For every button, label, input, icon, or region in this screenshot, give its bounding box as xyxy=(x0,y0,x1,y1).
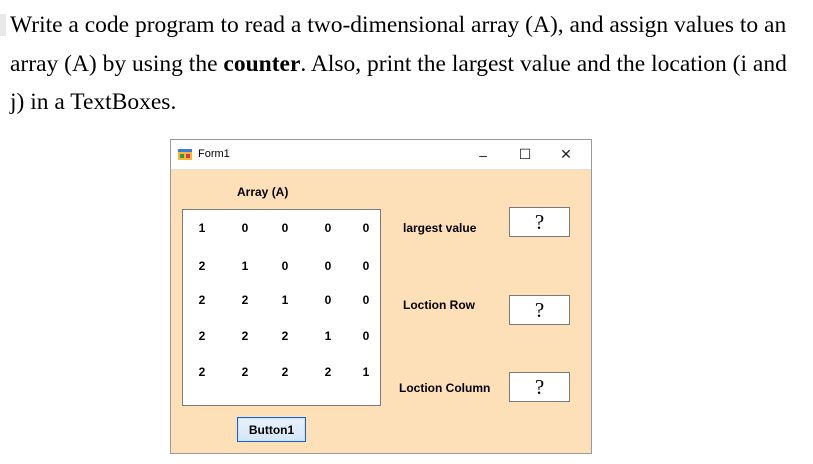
location-row-textbox[interactable]: ? xyxy=(509,295,570,325)
array-cell: 1 xyxy=(198,221,206,235)
array-cell: 1 xyxy=(324,329,332,343)
minimize-button[interactable]: – xyxy=(479,146,487,163)
maximize-button[interactable]: ☐ xyxy=(518,146,532,162)
array-cell: 2 xyxy=(324,365,332,379)
array-cell: 1 xyxy=(241,259,249,273)
location-column-textbox[interactable]: ? xyxy=(509,372,570,402)
array-cell: 0 xyxy=(362,329,370,343)
array-cell: 2 xyxy=(198,293,206,307)
array-cell: 2 xyxy=(198,365,206,379)
array-cell: 0 xyxy=(281,259,289,273)
array-cell: 0 xyxy=(324,259,332,273)
array-cell: 2 xyxy=(198,329,206,343)
array-label: Array (A) xyxy=(237,185,289,199)
array-cell: 0 xyxy=(362,221,370,235)
question-bold: counter xyxy=(223,50,301,77)
array-grid xyxy=(182,209,381,406)
array-cell: 2 xyxy=(198,259,206,273)
location-row-label: Loction Row xyxy=(403,298,475,312)
largest-value-label: largest value xyxy=(403,221,477,235)
array-cell: 1 xyxy=(362,365,370,379)
app-icon xyxy=(178,149,192,160)
array-cell: 2 xyxy=(241,293,249,307)
window-title: Form1 xyxy=(198,148,230,160)
array-cell: 0 xyxy=(362,293,370,307)
question-text xyxy=(10,6,805,122)
array-cell: 0 xyxy=(324,221,332,235)
array-cell: 2 xyxy=(241,365,249,379)
array-cell: 2 xyxy=(281,329,289,343)
array-cell: 1 xyxy=(281,293,289,307)
question-part2: . Also, print the largest value and the location (i and j) in a TextBoxes. xyxy=(10,50,787,115)
bullet-mark xyxy=(0,14,6,36)
array-cell: 2 xyxy=(281,365,289,379)
close-button[interactable]: ✕ xyxy=(560,146,572,162)
array-cell: 0 xyxy=(362,259,370,273)
array-cell: 0 xyxy=(241,221,249,235)
array-cell: 2 xyxy=(241,329,249,343)
array-cell: 0 xyxy=(281,221,289,235)
array-cell: 0 xyxy=(324,293,332,307)
location-column-label: Loction Column xyxy=(399,381,491,395)
question-part1: Write a code program to read a two-dimensional array (A), and assign values to an array (A) by using the xyxy=(10,12,787,77)
form-window xyxy=(170,139,592,454)
largest-value-textbox[interactable]: ? xyxy=(509,207,570,237)
title-bar xyxy=(171,140,591,170)
button1[interactable]: Button1 xyxy=(237,417,306,442)
